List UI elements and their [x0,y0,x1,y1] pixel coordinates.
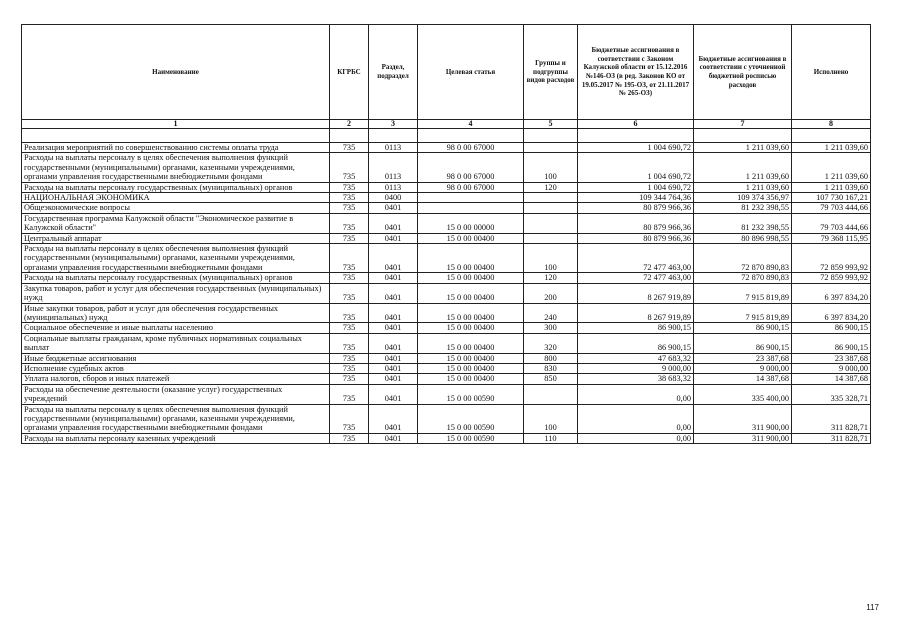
row-group: 200 [524,283,578,303]
row-assign-law: 1 004 690,72 [578,143,694,153]
row-section: 0401 [369,283,418,303]
col-number: 8 [792,120,871,129]
row-name: Общеэкономические вопросы [22,203,330,213]
row-target: 15 0 00 00590 [418,433,524,443]
row-section: 0401 [369,273,418,283]
row-assign-law: 80 879 966,36 [578,213,694,233]
row-kgrbs: 735 [330,203,369,213]
row-assign-law: 9 000,00 [578,363,694,373]
row-assign-list: 7 915 819,89 [694,283,792,303]
row-target: 15 0 00 00400 [418,273,524,283]
row-assign-list: 7 915 819,89 [694,303,792,323]
row-name: Иные бюджетные ассигнования [22,353,330,363]
row-assign-law: 0,00 [578,433,694,443]
table-row [22,323,871,333]
row-assign-list: 9 000,00 [694,363,792,373]
row-executed: 335 328,71 [792,384,871,404]
table-row [22,433,871,443]
row-assign-law: 8 267 919,89 [578,283,694,303]
header-kgrbs: КГРБС [330,25,369,120]
row-assign-law: 38 683,32 [578,374,694,384]
header-assign-law: Бюджетные ассигнования в соответствии с Законом Калужской области от 15.12.2016 №146-ОЗ (в ред. Законов КО от 19.05.2017 № 195-ОЗ, от 21.11.2017 № 265-ОЗ) [578,25,694,120]
row-assign-list: 80 896 998,55 [694,233,792,243]
row-target [418,203,524,213]
row-section: 0113 [369,182,418,192]
row-group: 120 [524,273,578,283]
row-kgrbs: 735 [330,433,369,443]
row-kgrbs: 735 [330,283,369,303]
row-section: 0401 [369,323,418,333]
table-row [22,374,871,384]
row-section: 0401 [369,404,418,433]
row-section: 0401 [369,374,418,384]
row-section: 0401 [369,384,418,404]
row-assign-law: 109 344 764,36 [578,193,694,203]
row-assign-law: 72 477 463,00 [578,244,694,273]
row-target: 98 0 00 67000 [418,182,524,192]
row-kgrbs: 735 [330,273,369,283]
row-target: 15 0 00 00400 [418,244,524,273]
row-name: Уплата налогов, сборов и иных платежей [22,374,330,384]
table-body [22,120,871,444]
row-kgrbs: 735 [330,303,369,323]
row-section: 0113 [369,143,418,153]
row-section: 0400 [369,193,418,203]
row-target [418,193,524,203]
row-assign-law: 72 477 463,00 [578,273,694,283]
col-number: 7 [694,120,792,129]
row-executed: 311 828,71 [792,404,871,433]
row-name: Социальные выплаты гражданам, кроме публичных нормативных социальных выплат [22,333,330,353]
row-section: 0401 [369,353,418,363]
row-kgrbs: 735 [330,384,369,404]
row-group: 300 [524,323,578,333]
row-executed: 79 368 115,95 [792,233,871,243]
table-row [22,353,871,363]
row-name: Расходы на выплаты персоналу казенных учреждений [22,433,330,443]
row-section: 0401 [369,203,418,213]
row-section: 0401 [369,433,418,443]
row-assign-list: 14 387,68 [694,374,792,384]
row-kgrbs: 735 [330,404,369,433]
row-assign-law: 1 004 690,72 [578,153,694,182]
row-name: Расходы на обеспечение деятельности (оказание услуг) государственных учреждений [22,384,330,404]
row-kgrbs: 735 [330,353,369,363]
row-group: 830 [524,363,578,373]
row-kgrbs: 735 [330,213,369,233]
row-target: 15 0 00 00400 [418,333,524,353]
row-section: 0113 [369,153,418,182]
table-row [22,303,871,323]
row-target: 15 0 00 00590 [418,384,524,404]
budget-table [21,24,871,444]
row-name: Расходы на выплаты персоналу в целях обеспечения выполнения функций государственными (муниципальными) органами, казенными учреждениями, органами управления государственными внебюджетными фондами [22,153,330,182]
row-executed: 1 211 039,60 [792,143,871,153]
row-target: 15 0 00 00400 [418,353,524,363]
row-group: 320 [524,333,578,353]
row-executed: 86 900,15 [792,323,871,333]
row-group: 100 [524,244,578,273]
col-number: 2 [330,120,369,129]
row-assign-list: 109 374 356,97 [694,193,792,203]
row-target: 15 0 00 00590 [418,404,524,433]
row-assign-law: 80 879 966,36 [578,233,694,243]
row-name: Центральный аппарат [22,233,330,243]
row-name: НАЦИОНАЛЬНАЯ ЭКОНОМИКА [22,193,330,203]
row-kgrbs: 735 [330,143,369,153]
table-row [22,384,871,404]
row-executed: 1 211 039,60 [792,153,871,182]
col-number: 3 [369,120,418,129]
row-section: 0401 [369,333,418,353]
row-section: 0401 [369,244,418,273]
row-assign-list: 86 900,15 [694,333,792,353]
row-group [524,233,578,243]
row-group: 120 [524,182,578,192]
row-assign-list: 311 900,00 [694,404,792,433]
header-section: Раздел, подраздел [369,25,418,120]
row-kgrbs: 735 [330,244,369,273]
row-assign-list: 335 400,00 [694,384,792,404]
row-assign-law: 8 267 919,89 [578,303,694,323]
col-number: 5 [524,120,578,129]
row-assign-list: 1 211 039,60 [694,182,792,192]
row-target: 15 0 00 00400 [418,283,524,303]
table-row [22,283,871,303]
row-section: 0401 [369,303,418,323]
row-assign-law: 80 879 966,36 [578,203,694,213]
row-name: Расходы на выплаты персоналу в целях обеспечения выполнения функций государственными (муниципальными) органами, казенными учреждениями, органами управления государственными внебюджетными фондами [22,404,330,433]
row-assign-law: 86 900,15 [578,333,694,353]
row-group: 850 [524,374,578,384]
row-executed: 311 828,71 [792,433,871,443]
row-target: 98 0 00 67000 [418,153,524,182]
row-name: Реализация мероприятий по совершенствованию системы оплаты труда [22,143,330,153]
spacer-row [22,129,871,143]
row-group: 800 [524,353,578,363]
col-number: 1 [22,120,330,129]
row-executed: 1 211 039,60 [792,182,871,192]
row-assign-law: 1 004 690,72 [578,182,694,192]
row-group: 100 [524,153,578,182]
header-assign-list: Бюджетные ассигнования в соответствии с уточненной бюджетной росписью расходов [694,25,792,120]
header-executed: Исполнено [792,25,871,120]
table-row [22,333,871,353]
header-name: Наименование [22,25,330,120]
row-executed: 79 703 444,66 [792,213,871,233]
row-assign-list: 81 232 398,55 [694,213,792,233]
header-target: Целевая статья [418,25,524,120]
row-assign-list: 23 387,68 [694,353,792,363]
row-name: Государственная программа Калужской области "Экономическое развитие в Калужской области" [22,213,330,233]
row-group: 240 [524,303,578,323]
row-executed: 9 000,00 [792,363,871,373]
row-group: 110 [524,433,578,443]
row-assign-list: 72 870 890,83 [694,273,792,283]
row-assign-law: 0,00 [578,404,694,433]
row-target: 98 0 00 67000 [418,143,524,153]
row-name: Социальное обеспечение и иные выплаты населению [22,323,330,333]
row-kgrbs: 735 [330,182,369,192]
row-kgrbs: 735 [330,233,369,243]
row-executed: 14 387,68 [792,374,871,384]
row-group: 100 [524,404,578,433]
row-section: 0401 [369,233,418,243]
row-executed: 6 397 834,20 [792,283,871,303]
row-target: 15 0 00 00000 [418,213,524,233]
row-assign-law: 47 683,32 [578,353,694,363]
header-groups: Группы и подгруппы видов расходов [524,25,578,120]
row-assign-list: 311 900,00 [694,433,792,443]
table-row [22,244,871,273]
row-assign-law: 86 900,15 [578,323,694,333]
row-section: 0401 [369,363,418,373]
table-row [22,213,871,233]
row-executed: 72 859 993,92 [792,273,871,283]
row-name: Расходы на выплаты персоналу государственных (муниципальных) органов [22,182,330,192]
row-target: 15 0 00 00400 [418,363,524,373]
row-assign-list: 86 900,15 [694,323,792,333]
row-kgrbs: 735 [330,153,369,182]
row-kgrbs: 735 [330,323,369,333]
row-kgrbs: 735 [330,363,369,373]
row-target: 15 0 00 00400 [418,233,524,243]
row-executed: 107 730 167,21 [792,193,871,203]
row-section: 0401 [369,213,418,233]
row-assign-list: 72 870 890,83 [694,244,792,273]
row-executed: 72 859 993,92 [792,244,871,273]
header-row [22,25,871,120]
table-row [22,182,871,192]
table-row [22,363,871,373]
table-row [22,273,871,283]
row-kgrbs: 735 [330,333,369,353]
row-kgrbs: 735 [330,193,369,203]
page-number: 117 [866,603,879,612]
row-target: 15 0 00 00400 [418,303,524,323]
table-row [22,404,871,433]
row-name: Иные закупки товаров, работ и услуг для обеспечения государственных (муниципальных) нужд [22,303,330,323]
row-target: 15 0 00 00400 [418,323,524,333]
row-kgrbs: 735 [330,374,369,384]
row-assign-list: 81 232 398,55 [694,203,792,213]
row-executed: 23 387,68 [792,353,871,363]
row-name: Закупка товаров, работ и услуг для обеспечения государственных (муниципальных) нужд [22,283,330,303]
row-assign-list: 1 211 039,60 [694,153,792,182]
col-number: 6 [578,120,694,129]
row-executed: 79 703 444,66 [792,203,871,213]
row-group [524,213,578,233]
row-executed: 86 900,15 [792,333,871,353]
table-row [22,193,871,203]
table-row [22,143,871,153]
row-group [524,384,578,404]
row-target: 15 0 00 00400 [418,374,524,384]
row-group [524,203,578,213]
table-row [22,153,871,182]
table-row [22,233,871,243]
column-numbers-row [22,120,871,129]
col-number: 4 [418,120,524,129]
row-name: Исполнение судебных актов [22,363,330,373]
row-group [524,193,578,203]
row-name: Расходы на выплаты персоналу государственных (муниципальных) органов [22,273,330,283]
table-row [22,203,871,213]
row-assign-law: 0,00 [578,384,694,404]
row-group [524,143,578,153]
row-name: Расходы на выплаты персоналу в целях обеспечения выполнения функций государственными (муниципальными) органами, казенными учреждениями, органами управления государственными внебюджетными фондами [22,244,330,273]
row-assign-list: 1 211 039,60 [694,143,792,153]
row-executed: 6 397 834,20 [792,303,871,323]
